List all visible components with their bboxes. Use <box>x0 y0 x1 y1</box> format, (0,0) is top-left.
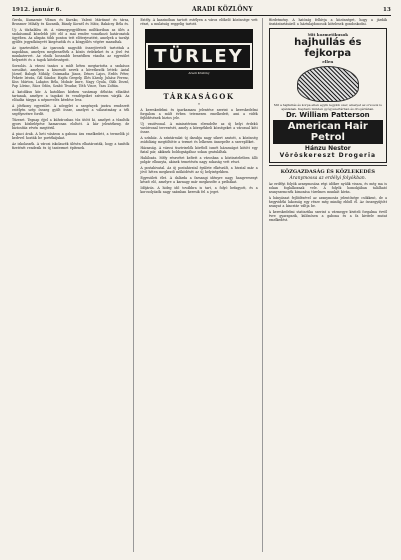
section-title: TÁRKASÁGOK <box>163 92 235 101</box>
divider <box>269 165 387 166</box>
article-paragraph: Tűzeset. Tegnap éjjel a külvárosban tűz ütött ki, amelyet a tűzoltók gyors közbelépése hamarosan eloltott. A kár jelentékeny, de biztosítás révén megtérül. <box>12 118 130 130</box>
ad-seller-shop: Vöröskereszt Drogeria <box>279 152 377 160</box>
article-paragraph: A piaci árak. A heti vásáron a gabona ára emelkedett, a termelők jó kedvvel hozták be portékájukat. <box>12 132 130 140</box>
columns <box>12 18 391 552</box>
article-paragraph: A kereskedelmi és iparkamara jelentése szerint a kereskedelmi forgalom a múlt évben tetemesen emelkedett, ami a vidék fejlődésének biztos jele. <box>140 108 258 120</box>
header-date: 1912. január 6. <box>12 7 62 13</box>
section-star: * <box>197 102 200 107</box>
article-paragraph: Házasság. A városi tisztviselők köréből ismét házasságot kötött egy fiatal pár, akiknek boldogságához sokan gratuláltak. <box>140 146 258 154</box>
article-paragraph: A katolikus kör. A katolikus körben vasárnap délután előadást tartanak, amelyre a tagokat és vendégeiket szívesen várják. Az előadás tárgya a népnevelés kérdése lesz. <box>12 90 130 102</box>
ad-illustration-icon <box>297 66 359 102</box>
article-paragraph: Sorsolás. A városi tanács a múlt héten megtartotta a szokásos sorsolást, amelyen a kisorsolt nevek a következők lettek: Antal József, Balogh Mihály, Csizmadia János, Dénes Lajos, Erdős Péter, Fekete István, Gál Sándor, Hajdu Gergely, Illés Károly, Juhász Ferenc, Kiss Márton, Lakatos Béla, Molnár Imre, Nagy Gyula, Oláh Dezső, Pap Lőrinc, Rácz Ödön, Szabó Tivadar, Tóth Vince, Vass Zoltán. <box>12 64 130 88</box>
article-paragraph: Az iskolaszék. A városi iskolaszék ülésén elhatározták, hogy a tanítók fizetését rendezik és új tantermet építenek. <box>12 142 130 150</box>
article-paragraph: A postahivatal. Az új postahivatal épülete elkészült, a hivatal már a jövő héten megkezdi működését az új helyiségekben. <box>140 166 258 174</box>
article-paragraph: Uj: A tűzhalálra itt. A vármegyegyűlésen múltkoriban az ülés a szokásosnál közelebb jött elő a mai rendre vonatkozó határozatok ügyében. Az alispán több ponton tett előterjesztést, amelyek a tavalyi gyűlés jegyzőkönyvét kiegészítik és a közgyűlés végére maradtak. <box>12 28 130 44</box>
page-header <box>12 6 391 16</box>
article-paragraph: A bányászat fejlődésével az aranymosás jelentősége csökkent, de a hegyvidéki lakosság egy része még mindig ebből él. Az összegyűjtött aranyat a kincstár váltja be. <box>268 196 387 209</box>
article-paragraph: A kereskedelmi statisztika szerint a vármegye kiviteli forgalma évről évre gyarapszik, különösen a gabona és a fa kivitele mutat emelkedést. <box>268 210 387 223</box>
article-paragraph: Estély. A kaszinóban tartott estélyen a város előkelő közönsége vett részt, a mulatság reggelig tartott. <box>140 18 258 26</box>
ad-seller-name: Hánzu Nestor <box>304 145 351 153</box>
article-paragraph: Az erdélyi folyók aranymosása régi időkre nyúlik vissza, és még ma is sokan foglalkoznak vele. A folyók homokjában található aranyszemcsék kimosása türelmes munkát kíván. <box>268 182 387 195</box>
hair-product-advertisement <box>269 28 387 163</box>
ad-body: Mit a hajhullás és korpa ellen egyik legjobb szer, amelyet az orvosok is ajánlanak. Kapható minden gyógyszertárban és drogériában. <box>273 103 382 111</box>
ad-line: Mit kozmetikusok <box>307 32 349 37</box>
article-paragraph: A jótékony egyesület. A nőegylet a szegények javára rendezett estélyén szép összeg gyűlt össze, amelyet a választmány a téli segélyezésre fordít. <box>12 104 130 116</box>
header-page-number: 13 <box>382 7 391 13</box>
column-middle <box>140 18 262 552</box>
ad-product-name: American Hair Petrol <box>273 120 383 144</box>
article-paragraph: A színház. A színtársulat új darabja nagy sikert aratott, a közönség zsúfolásig megtöltötte a termet és lelkesen ünnepelte a szereplőket. <box>140 136 258 144</box>
article-paragraph: Hirdetmény. A hatóság felhívja a közönséget, hogy a járdák tisztántartásáról a háztulajdonosok kötelesek gondoskodni. <box>268 18 387 26</box>
header-paper-title: ARADI KÖZLÖNY <box>191 6 253 13</box>
ad-brand-name: Dr. William Patterson <box>286 111 370 120</box>
logo-text: TÜRLEY <box>146 43 252 70</box>
column-left <box>12 18 134 552</box>
ad-line: ellen <box>322 59 334 64</box>
article-paragraph: Időjárás. A hideg idő továbbra is tart, a folyó befagyott, és a korcsolyázók nagy számban keresik fel a jeget. <box>140 186 258 194</box>
section-subtitle: Aranymossa az erdélyi folyókban. <box>289 176 367 182</box>
turley-advertisement-logo <box>145 29 253 89</box>
article-paragraph: Uj vasútvonal. A minisztérium elrendelte az új helyi érdekű vasútvonal tervezését, amely a környékbeli községeket a várossal köti össze. <box>140 122 258 134</box>
article-paragraph: Az ipartestület. Az iparosok nagyobb összejövetelt tartottak a napokban, amelyen megbeszélték a közös érdekeket és a jövő évi munkatervet. Az elnök hosszabb beszédben vázolta az egyesület helyzetét és a tagok kötelességeit. <box>12 46 130 62</box>
article-paragraph: Gerda, Kumarnie Vilmos és Kursko, Valent Mártinné és társa, Bruszner Mihály és Kozarák, Bándy Kornél és Mátz, Bakácsy Béla és. <box>12 18 130 26</box>
logo-caption: Aradi Közlöny <box>188 71 210 75</box>
article-paragraph: Halálozás. Mély részvétet keltett a városban a köztiszteletben álló polgár elhunyta, akinek temetésén nagy sokaság vett részt. <box>140 156 258 164</box>
ad-headline: hajhullás és fejkorpa <box>294 37 362 59</box>
section-title: KÖZGAZDASÁG ÉS KÖZLEKEDÉS <box>280 169 375 176</box>
article-paragraph: Egyesületi élet. A dalárda a farsangi idényre nagy hangversenyt készít elő, amelyre a karnagy már megkezdte a próbákat. <box>140 176 258 184</box>
column-right <box>269 18 391 552</box>
